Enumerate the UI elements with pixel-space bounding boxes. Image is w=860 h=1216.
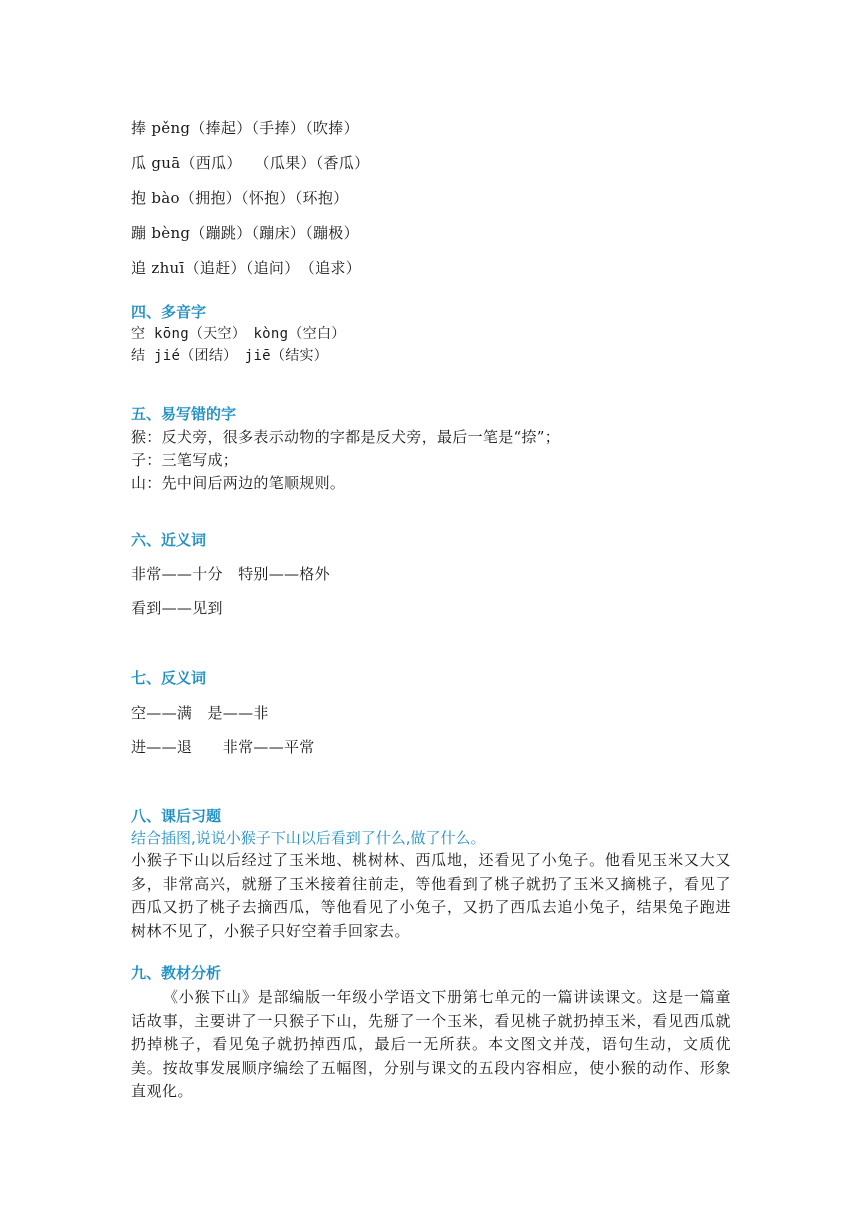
char-line-gua: 瓜 guā（西瓜） （瓜果）（香瓜） <box>131 154 370 172</box>
section-heading-exercises: 八、课后习题 <box>131 807 222 825</box>
synonym-line-2: 看到——见到 <box>131 599 223 617</box>
char-line-bao: 抱 bào（拥抱）（怀抱）（环抱） <box>131 189 349 207</box>
antonym-line-1: 空——满 是——非 <box>131 704 269 722</box>
exercise-question: 结合插图,说说小猴子下山以后看到了什么,做了什么。 <box>131 829 486 847</box>
error-line-shan: 山：先中间后两边的笔顺规则。 <box>131 474 346 492</box>
synonym-line-1: 非常——十分 特别——格外 <box>131 565 330 583</box>
section-heading-polyphones: 四、多音字 <box>131 303 207 321</box>
error-line-zi: 子：三笔写成； <box>131 451 239 469</box>
char-line-beng: 蹦 bèng（蹦跳）（蹦床）（蹦极） <box>131 224 359 242</box>
char-line-zhui: 追 zhuī（追赶）（追问） （追求） <box>131 259 361 277</box>
section-heading-synonyms: 六、近义词 <box>131 531 207 549</box>
section-heading-error-prone: 五、易写错的字 <box>131 405 237 423</box>
exercise-answer: 小猴子下山以后经过了玉米地、桃树林、西瓜地，还看见了小兔子。他看见玉米又大又多，非常高兴，就掰了玉米接着往前走，等他看到了桃子就扔了玉米又摘桃子，看见了西瓜又扔了桃子去摘西瓜，等他看见了小兔子，又扔了西瓜去追小兔子，结果兔子跑进树林不见了，小猴子只好空着手回家去。 <box>131 851 731 940</box>
error-line-hou: 猴：反犬旁，很多表示动物的字都是反犬旁，最后一笔是“捺”； <box>131 428 561 446</box>
antonym-line-2: 进——退 非常——平常 <box>131 738 315 756</box>
section-heading-antonyms: 七、反义词 <box>131 669 207 687</box>
polyphone-line-jie: 结 jié（团结） jiē（结实） <box>131 348 329 364</box>
polyphone-line-kong: 空 kōng（天空） kòng（空白） <box>131 326 346 342</box>
analysis-paragraph: 《小猴下山》是部编版一年级小学语文下册第七单元的一篇讲读课文。这是一篇童话故事，主要讲了一只猴子下山，先掰了一个玉米，看见桃子就扔掉玉米，看见西瓜就扔掉桃子，看见兔子就扔掉西瓜，最后一无所获。本文图文并茂，语句生动，文质优美。按故事发展顺序编绘了五幅图，分别与课文的五段内容相应，使小猴的动作、形象直观化。 <box>131 988 731 1100</box>
char-line-peng: 捧 pěng（捧起）（手捧）（吹捧） <box>131 119 359 137</box>
section-heading-analysis: 九、教材分析 <box>131 964 222 982</box>
